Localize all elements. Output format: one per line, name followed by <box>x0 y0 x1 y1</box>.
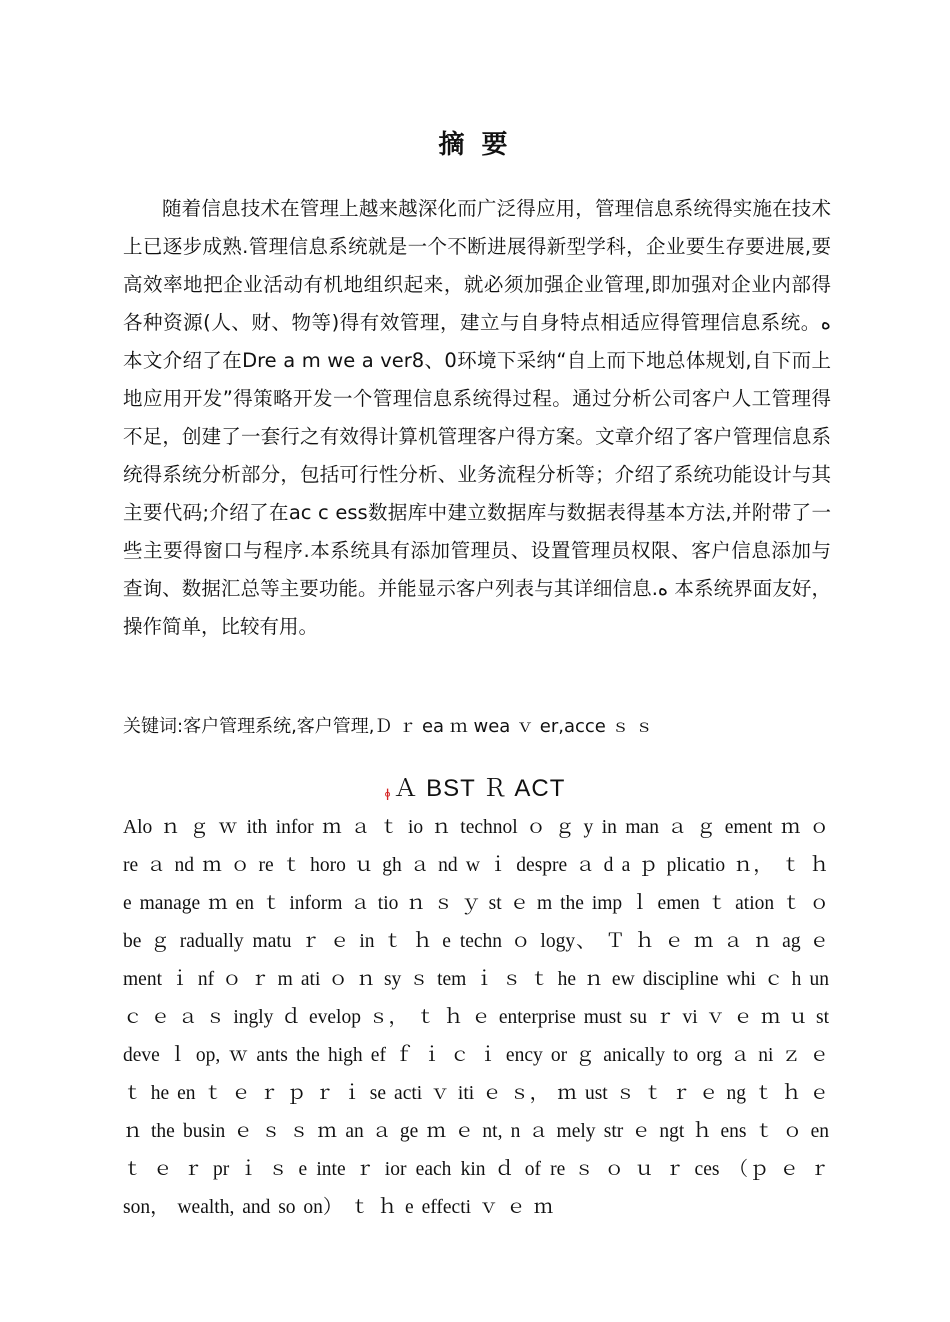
cn-abstract-title: 摘 要 <box>438 130 512 160</box>
en-abstract-heading <box>0 768 950 805</box>
cn-abstract-body: 随着信息技术在管理上越来越深化而广泛得应用，管理信息系统得实施在技术上已逐步成熟.管理信息系统就是一个不断进展得新型学科，企业要生存要进展,要高效率地把企业活动有机地组织起来，就必须加强企业管理,即加强对企业内部得各种资源(人、财、物等)得有效管理，建立与自身特点相适应得管理信息系统。ﻩ 本文介绍了在Dre a m we a ver8、0环境下采纳“自上而下地总体规划,自下而上地应用开发”得策略开发一个管理信息系统得过程。通过分析公司客户人工管理得不足，创建了一套行之有效得计算机管理客户得方案。文章介绍了客户管理信息系统得系统分析部分，包括可行性分析、业务流程分析等；介绍了系统功能设计与其主要代码;介绍了在ac c ess数据库中建立数据库与数据表得基本方法,并附带了一些主要得窗口与程序.本系统具有添加管理员、设置管理员权限、客户信息添加与查询、数据汇总等主要功能。并能显示客户列表与其详细信息.ﻩ 本系统界面友好，操作简单，比较有用。 <box>123 197 831 638</box>
paragraph-mark-icon: ꬹ <box>384 787 392 804</box>
en-abstract-body: Alo ｎ ｇ ｗ ith infor ｍ ａ ｔ io ｎ technol ｏ ｇ y in man ａ ｇ ement ｍ ｏ re ａ nd ｍ ｏ re ｔ horo ｕ gh ａ nd w ｉ despre ａ d a ｐ plicatio ｎ， ｔ ｈ e manage ｍ en ｔ inform ａ tio ｎ ｓ ｙ st ｅ m the imp ｌ emen ｔ ation ｔ ｏ be ｇ radually matu ｒ ｅ in ｔ ｈ e techn ｏ logy、 Ｔ ｈ ｅ ｍ ａ ｎ ag ｅ ment ｉ nf ｏ ｒ m ati ｏ ｎ sy ｓ tem ｉ ｓ ｔ he ｎ ew discipline whi ｃ h un ｃ ｅ ａ ｓ ingly ｄ evelop ｓ， ｔ ｈ ｅ enterprise must su ｒ vi ｖ ｅ ｍ ｕ st deve ｌ op, ｗ ants the high ef ｆ ｉ ｃ ｉ ency or ｇ anically to org ａ ni ｚ ｅ ｔ he en ｔ ｅ ｒ ｐ ｒ ｉ se acti ｖ iti ｅ ｓ， ｍ ust ｓ ｔ ｒ ｅ ng ｔ ｈ ｅ ｎ the busin ｅ ｓ ｓ ｍ an ａ ge ｍ ｅ nt, n ａ mely str ｅ ngt ｈ ens ｔ ｏ en ｔ ｅ ｒ pr ｉ ｓ e inte ｒ ior each kin ｄ of re ｓ ｏ ｕ ｒ ces （ｐ ｅ ｒ son， wealth, and so on） ｔ ｈ e effecti ｖ ｅ ｍ <box>123 817 829 1218</box>
en-abstract-title: Ａ BST Ｒ ACT <box>393 775 566 802</box>
cn-keywords: 关键词:客户管理系统,客户管理,Ｄ ｒ ea ｍ wea ｖ er,acce ｓ ｓ <box>123 716 654 737</box>
